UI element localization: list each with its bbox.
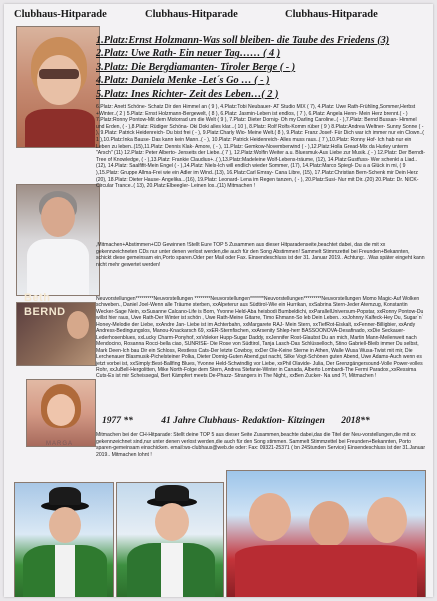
anniversary-start: 1977 ** [102, 416, 133, 426]
top-five-list [96, 34, 426, 101]
photo-caption-beth: Beth [24, 292, 51, 304]
new-releases-paragraph: Neuvorstellungen*********Neuvorstellungen ********Neuvorstellungen*******Neuvorstellungen*********Neuvorstellungen Momo Magic-Auf Wolken schweben., Daniel Joel-Wenn alle Träume sterben, xxAlpeterur aus Südtirol-Wie ein Hurrikan, xxSabrina Stern-Jeder Atemzug, Konstantin Wecker-Sage Nein, xxSusanne Calcano-Life is Born, Yvonne Held-Aba heisbodi Bumbeldichi, xxParallelUniversum-Popstar, xxRonny Pontow-Du willst hier raus, Uwe Rath-Der Winter ist schön , Uwe Rath-Meine Gitarre, Timo Ehmann-So leb Dein Leben.. xxJohnny Kalfeck-Hey Du, Sugar`n` Honey-Melodie der Liebe, xxAndre Jan- Liebe ist im Achterbahn, xxMargarete RAJ- Mein Stern, xxTiefRot-Eiskalt, xxFenner-Billigbier, xxAndy Andress-Bedingungslos, Manou-Knackarsch 69, xxER-Sternfischen, xxArsenity Shlep-herr BASSOONOVA-Desafinado, xxDie Seckauer-Lederhosenblues, xxLucky Charm-Ponyhof, xxVoleker Hupp-Sugar Daddy, xxJennifer Rost-Glaubst Du an mich, Martin Mann-Meilenweit nach Mendocino, Rosanna Rocci-bella ciao, SUNRISE- Die Rose von Südtirol, Tanja Lasch-Das Schlüsselloch, Stino Gabriell-Bleib immer Du selbst, Mark Deen-Ich bau Dir ein Schloss, Restless Cats-Der letzte Cowboy, xxDer Ole-Keine Sterne in Athen, Walle Wusa Wusa-Twist mit mir, Die Lerchenauer Blasmusik-Pichelsteiner Polka, Dieter Dornig-Guten Abend,gut nacht, Silke Vogt-Schönen guten Abend, Uwe Adams-Auch wenn es jetzt vorbei ist, xxSimply:Best-Ballfing Blues, Yvonne Held-Schwindlig vor Liebe, xxPhil Olavide- Julia, Der Grenzgängersound-Volle Power-volles Rohr, xxJuBell-Hergolitten, Mike North-Folge dem Stern, Andrea Stefanie-Winter in Canada, Alberto Lombardi-The Fermi Paradox,,xxRessima Cuts-Es ist mir Scheissegal, Bert Kämpfert meets De-Phazz- Strangers in The Night,, xxBen Zucker- Na und ?!, Mitmachen ! [96, 296, 424, 380]
photo-caption-marga: MARGA [46, 441, 74, 447]
photo-singer-2 [16, 184, 100, 296]
photo-singer-hat-1 [14, 482, 114, 597]
final-instructions: Mitmachen bei der CH-Hitparade: Stellt deine TOP 5 aus dieser Seite Zusammen,beachte dabei,das die Titel der Neu-vorstellungen,die mit xx gekennzeichnet sind,nur unter denen verlost werden,die auch für den Song stimmen. Sammelt Stimmzettel bei Freunden+Bekannten, Porto sparen-gemeinsam einschicken. email:ws-clubhaus@web.de oder: Fax: 09321-25371 ( bn 24Stunden Service) Einsendeschluss ist der 31.Januar 2019.. Mitmachen lohnt ! [96, 432, 426, 458]
participation-paragraph: ,Mitmachen+Abstimmen+CD Gewinnen !Stellt Eure TOP 5 Zusammen aus dieser Hitparadenseite,beachtet dabei, das die mit xx gekennzeichneten CDs nur unter denen verlost werden,die auch für den Song Abstimmen! Sammelt Stimmzettel bei Freunden+Bekannten, schickt diese gemeinsam ein,Porto sparen.Oder per Mail oder Fax. Einsendeschluss ist der 31. Januar 2019.. Achtung:. .Was später eingeht kann nicht mehr gewertet werden! [96, 242, 425, 268]
ranking-paragraph: 6.Platz: Anett Schöne- Schatz Dir den Himmel an ( 9 ), 4.Platz:Tobi Neubauer- AT Studio MIX ( 7), 4.Platz: Uwe Rath-Frühling,Sommer,Herbst +Winter..( 2 ) 5.Platz: Ernst Holzmann-Bergewelt, ( 8 ), 6.Platz: Jasmin-Leben ist endlos, ( 7 ), 6.Platz: Angela Henn- Mein Herz brennt.( - ) 7.Platz:Ronny Pontow-Mit dem Motorrad um die Welt ( 9 ), 7.Platz: Dieter Dornig- Oh my Darling Caroline..( - ),7.Platz: Bernd Bussan- Himmel und Erden, ( - ),8.Platz: Rüdiger Schöna- Oki Doki alles klar...( 10 ), 8.Platz: Rolf Rolfs-Komm rüber ( 9 ) 8.Platz:Andrea Weltner- Sunny Sonne ( - ), 9.Platz: Patrick Heidenreich- Du bist frei ( - ), 9.Platz:Charly Wio- Meine Welt.( 8 ), 9.Platz: Franz Josef- Für Dich war ich immer nur ein Clown..( 1 ),10.Platz:Inka Bause- Das kann kein Mann..( - ), 10.Platz: Patrick Heidenreich- Alles muss raus..( 7 ),10.Platz: Ronny Hof- Ich hab nur ein Leben zu leben..(15),11.Platz: Dennis Klak- Amore, ( - ), 11.Platz: Gemkow-Novemberwind ( - ),12.Platz:Holla Gread-Mix da Hurley unterm "Arsch" (11) 12.Platz: Peter Alberto- Jenseits der Liebe..( 7 ), 12.Platz:Wolfin Weiter a.u. Bluesmuk-Aus Liebe zur Musik..( - ) 12.Platz: Der Berndt-Tree of Knowledge, ( - ),13.Platz: Frankie Claudius+..( ),13.Platz:Madeleine Wolf-Lebens-träume, (12), 14.Platz:Gustfuss- Wer schenkt a Liad..(12), 14.Platz: Saalfifit-Mein Engel ( - ),14.Platz: Niels-Ich will endlich wieder Sommer, (17), 14.Platz:Marco Spiegl- Du a a Glück in mi, ( 9 ),15.Platz: Gruppe Allma-Frei wie ein Adler im Wind..(13), 16.Platz:Carl Emray- Cana Libre, (15), 17.Platz:Christian Bern-Schenk mir Dein Herz (20), 18.Platz: Dieter Hause- Angelika...(16), 19.Platz: Leonard- Lena im Regen tanzen, ( - ), 20.Platz:Susi- Nur mit Dir..(20) 20.Platz: Dr. NICK- Circular Trance..( 13), 20.Platz:Elbeegler- Leinen los..(11) Mitmachen ! [96, 104, 425, 190]
anniversary-line [102, 416, 427, 426]
photo-band [226, 470, 426, 597]
header-3: Clubhaus-Hitparade [285, 9, 378, 20]
anniversary-end: 2018** [341, 416, 370, 426]
anniversary-title: 41 Jahre Clubhaus- Redaktion- Kitzingen [161, 416, 325, 426]
top5-item: 3.Platz: Die Bergdiamanten- Tiroler Berge ( - ) [96, 61, 296, 73]
photo-singer-hat-2 [116, 482, 224, 597]
photo-singer-1 [16, 26, 100, 148]
top5-item: 5.Platz: Ines Richter- Zeit des Leben…( 2 ) [96, 88, 279, 100]
hitparade-page [4, 4, 433, 597]
top5-item: 2.Platz: Uwe Rath- Ein neuer Tag…… ( 4 ) [96, 48, 281, 60]
header-2: Clubhaus-Hitparade [145, 9, 238, 20]
header-1: Clubhaus-Hitparade [14, 9, 107, 20]
top5-item: 1.Platz:Ernst Holzmann-Was soll bleiben- die Taube des Friedens (3) [96, 35, 390, 46]
photo-caption-bernd: BERND [24, 306, 66, 318]
top5-item: 4.Platz: Daniela Menke -Let´s Go … ( - ) [96, 75, 270, 87]
photo-marga [26, 379, 96, 447]
